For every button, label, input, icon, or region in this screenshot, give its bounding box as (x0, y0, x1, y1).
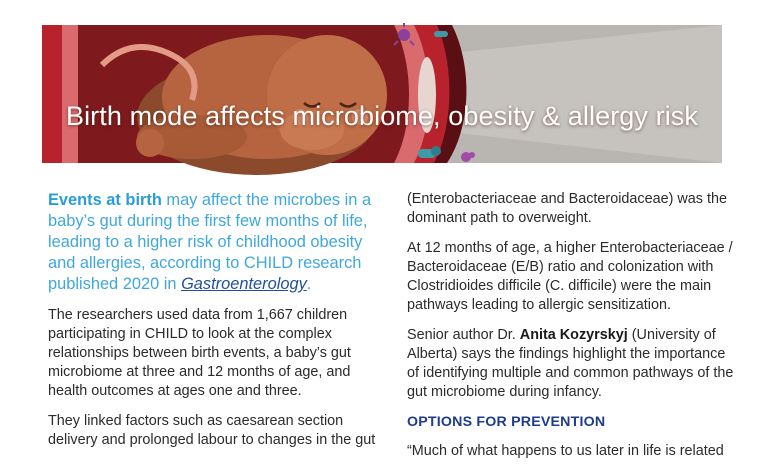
hero-banner (42, 25, 722, 163)
author-intro: Senior author Dr. (407, 327, 520, 343)
quote-start: “Much of what happens to us later in life is related (407, 443, 724, 459)
section-heading: OPTIONS FOR PREVENTION (407, 414, 606, 430)
journal-link[interactable]: Gastroenterology (181, 275, 307, 293)
body-paragraph-5 (407, 326, 737, 402)
baby-in-womb-illustration (42, 25, 722, 163)
intro-text: may affect the microbes in a baby’s gut during the first few months of life, leading to a higher risk of childhood obesity and allergies, according to CHILD research published 2020 in (48, 191, 372, 293)
intro-paragraph (48, 190, 382, 295)
author-name: Anita Kozyrskyj (519, 327, 628, 343)
body-paragraph-4: At 12 months of age, a higher Enterobacteriaceae / Bacteroidaceae (E/B) ratio and colonization with Clostridioides difficile (C. difficile) were the main pathways leading to allergic sensitization. (407, 240, 733, 313)
banner-title: Birth mode affects microbiome, obesity & allergy risk (65, 101, 699, 131)
body-paragraph-3: (Enterobacteriaceae and Bacteroidaceae) was the dominant path to overweight. (407, 191, 727, 226)
body-paragraph-1: The researchers used data from 1,667 children participating in CHILD to look at the complex relationships between birth events, a baby’s gut microbiome at three and 12 months of age, and health outcomes at ages one and three. (48, 307, 351, 399)
body-paragraph-2: They linked factors such as caesarean section delivery and prolonged labour to changes in the gut (48, 413, 376, 448)
intro-end: . (306, 275, 312, 293)
left-column (48, 190, 382, 461)
intro-lead: Events at birth (48, 191, 162, 209)
author-quote: (University of Alberta) says the findings highlight the importance of identifying multiple and common pathways of the gut microbiome during infancy. (407, 327, 734, 400)
right-column (407, 190, 737, 472)
